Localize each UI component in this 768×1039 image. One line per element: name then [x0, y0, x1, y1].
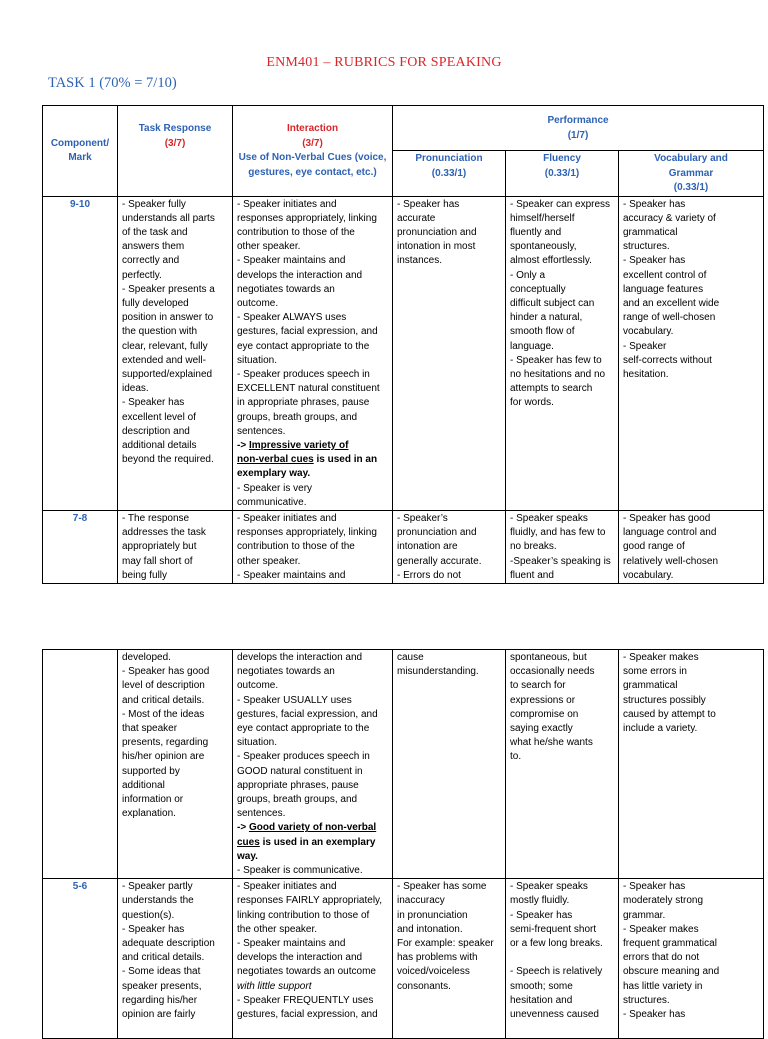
interaction-cell: - Speaker initiates and responses appropriately, linking contribution to those of the other speaker. - Speaker maintains and develops the interaction and negotiates towards an outcome. - Speaker ALWAYS uses gestures, facial expression, and eye contact appropriate to the situation. - Speaker produces speech in EXCELLENT natural constituent in appropriate phrases, pause groups, breath groups, and sentences. -> Impressive variety of non-verbal cues is used in an exemplary way. - Speaker is very communicative.	[233, 196, 393, 510]
text-line: consonants.	[397, 980, 451, 992]
text-line: other speaker.	[237, 555, 301, 567]
table-row	[43, 510, 764, 583]
text-line: range of well-chosen	[623, 312, 716, 324]
text-line: structures.	[623, 241, 670, 253]
text-line: - Speaker makes	[623, 923, 699, 935]
fluency-cell	[506, 510, 619, 583]
text-line: spontaneously,	[510, 241, 577, 253]
vocabulary-grammar-cell	[619, 650, 764, 879]
text-line: - Speaker has	[122, 923, 185, 935]
text-line: - Speaker makes	[623, 652, 699, 663]
text-line: addresses the task	[122, 527, 206, 539]
text-line: communicative.	[237, 496, 307, 508]
vocabulary-grammar-cell	[619, 196, 764, 510]
text-line: - Speaker has	[623, 1009, 686, 1021]
text-line: understands all parts	[122, 212, 215, 224]
text-line: - Speaker has	[510, 909, 573, 921]
text-line: additional	[122, 779, 165, 791]
mark-cell: 9-10	[43, 196, 118, 510]
text-line: - Speaker maintains and	[237, 255, 346, 267]
text-line: attempts to search	[510, 383, 593, 395]
text-line: develops the interaction and	[237, 269, 363, 281]
fluency-cell	[506, 650, 619, 879]
text-line: saying exactly	[510, 723, 573, 735]
text-line: and critical details.	[122, 952, 205, 964]
text-line: - Speaker initiates and	[237, 512, 337, 524]
text-line: speaker presents,	[122, 980, 202, 992]
text-line: mostly fluidly.	[510, 895, 570, 907]
text-line: groups, breath groups, and	[237, 794, 358, 806]
text-line: eye contact appropriate to the	[237, 340, 370, 352]
text-line: instances.	[397, 255, 443, 267]
text-line: errors that do not	[623, 952, 700, 964]
text-line: supported/explained	[122, 368, 213, 380]
text-line: - Some ideas that	[122, 966, 201, 978]
text-line: and an excellent wide	[623, 297, 720, 309]
text-line: negotiates towards an	[237, 283, 335, 295]
header-fluency: Fluency (0.33/1)	[506, 151, 619, 197]
text-line: - Speaker presents a	[122, 283, 215, 295]
text-line: - Speech is relatively	[510, 966, 603, 978]
rubric-table-part-1	[42, 105, 764, 584]
text-line: gestures, facial expression, and	[237, 1009, 378, 1021]
text-line: fluently and	[510, 226, 562, 238]
text-line: fluidly, and has few to	[510, 527, 606, 539]
text-line: intonation are	[397, 541, 458, 553]
pronunciation-cell	[393, 196, 506, 510]
header-pronunciation: Pronunciation (0.33/1)	[393, 151, 506, 197]
text-line: and critical details.	[122, 694, 205, 706]
text-line: grammar.	[623, 909, 666, 921]
text-line: hinder a natural,	[510, 312, 583, 324]
text-line: in pronunciation	[397, 909, 468, 921]
text-line: vocabulary.	[623, 569, 674, 581]
text-line: - Speaker	[623, 340, 667, 352]
text-line: semi-frequent short	[510, 923, 597, 935]
interaction-cell: develops the interaction and negotiates towards an outcome. - Speaker USUALLY uses gestures, facial expression, and eye contact appropriate to the situation. - Speaker produces speech in GOOD natural constituent in appropriate phrases, pause groups, breath groups, and sentences. -> Good variety of non-verbal cues is used in an exemplary way. - Speaker is communicative.	[233, 650, 393, 879]
text-line: situation.	[237, 354, 278, 366]
text-line: - Speaker can express	[510, 198, 611, 210]
text-line: that speaker	[122, 723, 178, 735]
text-line: sentences.	[237, 425, 286, 437]
text-line: additional details	[122, 439, 197, 451]
text-line: explanation.	[122, 808, 176, 820]
text-line: obscure meaning and	[623, 966, 720, 978]
text-line: no hesitations and no	[510, 368, 606, 380]
text-line: correctly and	[122, 255, 180, 267]
task-response-cell	[118, 510, 233, 583]
text-line: - Speaker USUALLY uses	[237, 694, 352, 706]
text-line: unevenness caused	[510, 1009, 599, 1021]
text-line: may fall short of	[122, 555, 193, 567]
text-line: excellent control of	[623, 269, 707, 281]
text-line: develops the interaction and	[237, 952, 363, 964]
text-line: contribution to those of the	[237, 541, 355, 553]
text-line: groups, breath groups, and	[237, 411, 358, 423]
text-line: - Speaker has	[623, 255, 686, 267]
text-line: information or	[122, 794, 184, 806]
table-row	[43, 196, 764, 510]
text-line: some errors in	[623, 666, 687, 678]
interaction-cell: - Speaker initiates and responses FAIRLY appropriately, linking contribution to those of the other speaker. - Speaker maintains and develops the interaction and negotiates towards an outcome with little support - Speaker FREQUENTLY uses gestures, facial expression, and	[233, 879, 393, 1039]
text-line: moderately strong	[623, 895, 704, 907]
pronunciation-cell	[393, 650, 506, 879]
text-line: the other speaker.	[237, 923, 318, 935]
vocabulary-grammar-cell	[619, 510, 764, 583]
text-line: gestures, facial expression, and	[237, 708, 378, 720]
table-row	[43, 879, 764, 1039]
text-line: structures possibly	[623, 694, 706, 706]
text-line: - Speaker partly	[122, 881, 193, 893]
text-line: what he/she wants	[510, 737, 593, 749]
text-line: outcome.	[237, 680, 279, 692]
text-line: - Speaker fully	[122, 198, 186, 210]
text-line: almost effortlessly.	[510, 255, 592, 267]
text-line: - Errors do not	[397, 569, 461, 581]
rubric-table-part-2	[42, 649, 764, 1039]
text-line: clear, relevant, fully	[122, 340, 208, 352]
text-line: - Speaker is very	[237, 482, 313, 494]
text-line: ideas.	[122, 383, 149, 395]
table-row	[43, 650, 764, 879]
text-line: - Speaker has some	[397, 881, 487, 893]
text-line: grammatical	[623, 680, 678, 692]
pronunciation-cell	[393, 879, 506, 1039]
text-line: cause	[397, 652, 424, 663]
text-line: - Speaker has good	[623, 512, 711, 524]
pronunciation-cell	[393, 510, 506, 583]
text-line: accuracy & variety of	[623, 212, 716, 224]
text-line: smooth; some	[510, 980, 573, 992]
text-line: - Speaker speaks	[510, 881, 588, 893]
text-line: - Speaker initiates and	[237, 881, 337, 893]
text-line: of the task and	[122, 226, 188, 238]
text-line: - Speaker initiates and	[237, 198, 337, 210]
text-line: generally accurate.	[397, 555, 482, 567]
text-line: - Most of the ideas	[122, 708, 205, 720]
header-component-mark: Component/ Mark	[43, 106, 118, 197]
text-line: his/her opinion are	[122, 751, 205, 763]
text-line: accurate	[397, 212, 436, 224]
text-line: in appropriate phrases, pause	[237, 397, 370, 409]
text-line: appropriately but	[122, 541, 197, 553]
text-line: other speaker.	[237, 241, 301, 253]
text-line: good range of	[623, 541, 685, 553]
text-line: to.	[510, 751, 522, 763]
text-line: appropriate phrases, pause	[237, 779, 359, 791]
text-line: developed.	[122, 652, 171, 663]
text-line: hesitation and	[510, 994, 573, 1006]
text-line: - Speaker has	[623, 881, 686, 893]
text-line: perfectly.	[122, 269, 162, 281]
document-title: ENM401 – RUBRICS FOR SPEAKING	[266, 55, 502, 70]
task-heading: TASK 1 (70% = 7/10)	[48, 75, 177, 91]
text-line: - Speaker produces speech in	[237, 751, 370, 763]
text-line: develops the interaction and	[237, 652, 363, 663]
text-line: sentences.	[237, 808, 286, 820]
interaction-cell	[233, 510, 393, 583]
text-line	[510, 951, 614, 965]
fluency-cell	[506, 196, 619, 510]
text-line: negotiates towards an outcome	[237, 966, 376, 978]
text-line: for words.	[510, 397, 554, 409]
text-line: language control and	[623, 527, 717, 539]
text-line: understands the	[122, 895, 194, 907]
text-line: to search for	[510, 680, 566, 692]
mark-cell: 5-6	[43, 879, 118, 1039]
text-line: situation.	[237, 737, 278, 749]
text-line: compromise on	[510, 708, 579, 720]
text-line: - Speaker maintains and	[237, 938, 346, 950]
text-line: - Speaker maintains and	[237, 569, 346, 581]
fluency-cell	[506, 879, 619, 1039]
text-line: fluent and	[510, 569, 554, 581]
text-line: - Speaker’s	[397, 512, 448, 524]
header-performance: Performance (1/7)	[393, 106, 764, 151]
text-line: EXCELLENT natural constituent	[237, 383, 380, 395]
text-line: conceptually	[510, 283, 566, 295]
text-line: extended and well-	[122, 354, 206, 366]
task-response-cell	[118, 196, 233, 510]
text-line: beyond the required.	[122, 454, 214, 466]
text-line: - Speaker ALWAYS uses	[237, 312, 347, 324]
text-line: answers them	[122, 241, 185, 253]
text-line: caused by attempt to	[623, 708, 716, 720]
task-response-cell	[118, 879, 233, 1039]
text-line: and intonation.	[397, 923, 463, 935]
text-line: pronunciation and	[397, 527, 477, 539]
text-line: the question with	[122, 326, 198, 338]
text-line: grammatical	[623, 226, 678, 238]
text-line: responses appropriately, linking	[237, 527, 377, 539]
text-line: difficult subject can	[510, 297, 595, 309]
text-line: - Speaker has	[122, 397, 185, 409]
text-line: regarding his/her	[122, 994, 198, 1006]
text-line: has problems with	[397, 952, 478, 964]
text-line: adequate description	[122, 938, 215, 950]
text-line: pronunciation and	[397, 226, 477, 238]
text-line: being fully	[122, 569, 168, 581]
text-line: responses appropriately, linking	[237, 212, 377, 224]
text-line: intonation in most	[397, 241, 476, 253]
header-task-response: Task Response (3/7)	[118, 106, 233, 197]
text-line: - Speaker FREQUENTLY uses	[237, 994, 374, 1006]
header-vocabulary-grammar: Vocabulary and Grammar (0.33/1)	[619, 151, 764, 197]
text-line: - Speaker has few to	[510, 354, 602, 366]
text-line: - Speaker has	[623, 198, 686, 210]
text-line: inaccuracy	[397, 895, 445, 907]
text-line: structures.	[623, 994, 670, 1006]
text-line: GOOD natural constituent in	[237, 765, 363, 777]
text-line: hesitation.	[623, 368, 669, 380]
text-line: language features	[623, 283, 704, 295]
text-line: contribution to those of the	[237, 226, 355, 238]
text-line: self-corrects without	[623, 354, 712, 366]
vocabulary-grammar-cell	[619, 879, 764, 1039]
mark-cell	[43, 650, 118, 879]
text-line: himself/herself	[510, 212, 575, 224]
text-line: voiced/voiceless	[397, 966, 470, 978]
text-line: supported by	[122, 765, 180, 777]
text-line: no breaks.	[510, 541, 557, 553]
text-line: frequent grammatical	[623, 938, 717, 950]
text-line: excellent level of	[122, 411, 196, 423]
text-line: language.	[510, 340, 554, 352]
text-line: eye contact appropriate to the	[237, 723, 370, 735]
text-line: question(s).	[122, 909, 175, 921]
text-line: position in answer to	[122, 312, 214, 324]
text-line: responses FAIRLY appropriately,	[237, 895, 383, 907]
text-line: occasionally needs	[510, 666, 595, 678]
text-line: spontaneous, but	[510, 652, 587, 663]
text-line: - Only a	[510, 269, 546, 281]
text-line: linking contribution to those of	[237, 909, 370, 921]
text-line: outcome.	[237, 297, 279, 309]
text-line: fully developed	[122, 297, 189, 309]
text-line: negotiates towards an	[237, 666, 335, 678]
header-interaction: Interaction (3/7) Use of Non-Verbal Cues (voice, gestures, eye contact, etc.)	[233, 106, 393, 197]
text-line: description and	[122, 425, 190, 437]
mark-cell: 7-8	[43, 510, 118, 583]
text-line: - Speaker produces speech in	[237, 368, 370, 380]
text-line: - Speaker speaks	[510, 512, 588, 524]
text-line: presents, regarding	[122, 737, 209, 749]
text-line: - Speaker is communicative.	[237, 865, 363, 877]
text-line: For example: speaker	[397, 938, 494, 950]
text-line: opinion are fairly	[122, 1009, 196, 1021]
text-line: vocabulary.	[623, 326, 674, 338]
text-line: - Speaker has good	[122, 666, 210, 678]
text-line: relatively well-chosen	[623, 555, 719, 567]
text-line: smooth flow of	[510, 326, 575, 338]
text-line: - Speaker has	[397, 198, 460, 210]
text-line: has little variety in	[623, 980, 703, 992]
text-line: misunderstanding.	[397, 666, 479, 678]
task-response-cell	[118, 650, 233, 879]
text-line: -Speaker’s speaking is	[510, 555, 611, 567]
text-line: expressions or	[510, 694, 576, 706]
text-line: or a few long breaks.	[510, 938, 603, 950]
text-line: include a variety.	[623, 723, 698, 735]
text-line: - The response	[122, 512, 190, 524]
text-line: gestures, facial expression, and	[237, 326, 378, 338]
text-line: level of description	[122, 680, 205, 692]
